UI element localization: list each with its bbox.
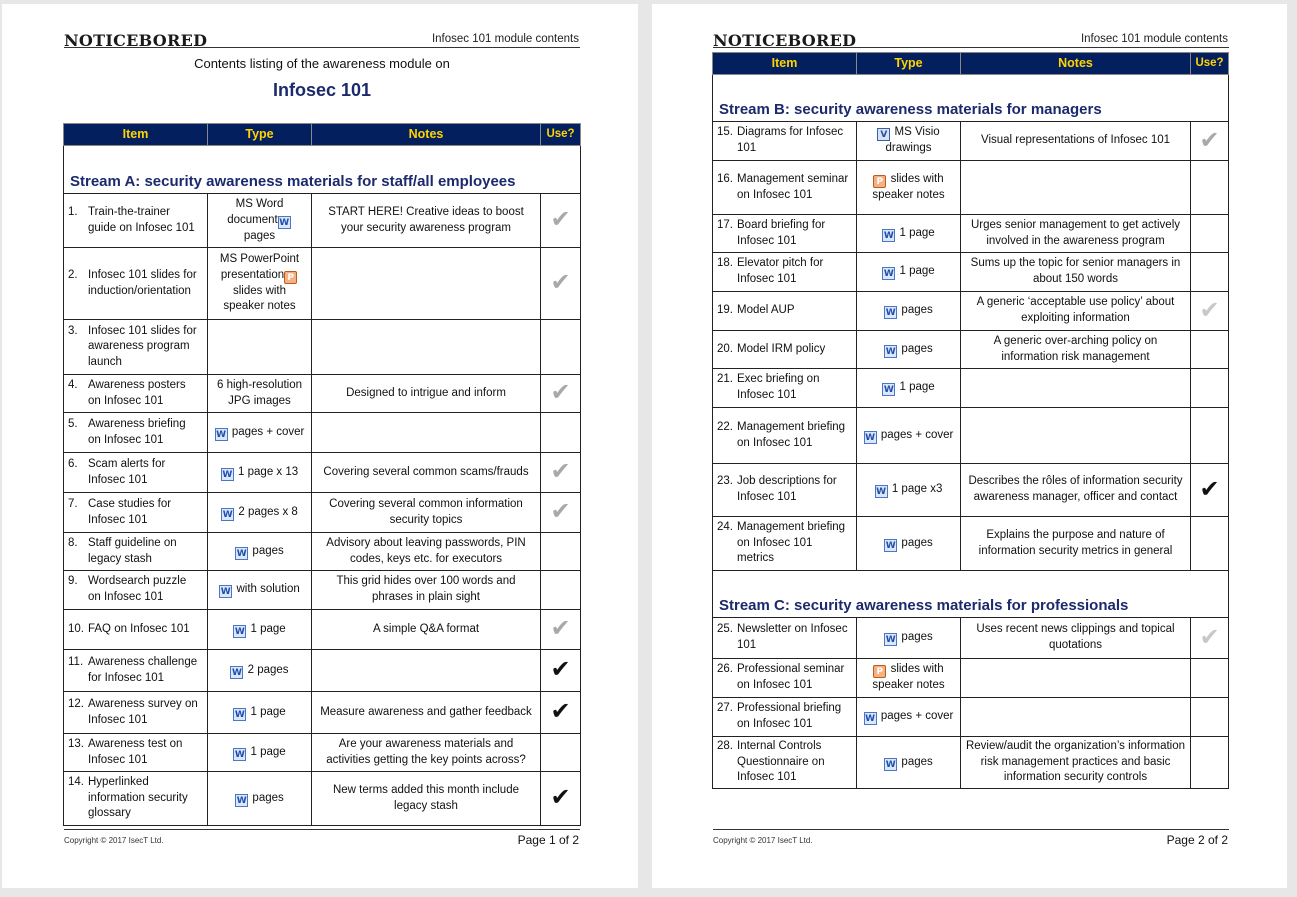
table-row: [713, 659, 1229, 698]
table-row: [64, 194, 581, 248]
type-cell: [208, 734, 312, 772]
type-detail: MS Visio drawings: [885, 126, 940, 155]
module-title: Infosec 101: [272, 80, 372, 100]
item-title: Professional briefing on Infosec 101: [737, 702, 842, 730]
table-row: [713, 698, 1229, 737]
table-row: [64, 320, 581, 375]
item-title: Awareness posters on Infosec 101: [88, 378, 186, 407]
table-row: [713, 331, 1229, 369]
item-cell: [64, 493, 208, 533]
use-cell: [541, 413, 581, 453]
use-cell: [1191, 215, 1229, 253]
notes-cell: Measure awareness and gather feedback: [312, 692, 541, 734]
item-number: 16.: [717, 172, 733, 185]
item-title: Case studies for Infosec 101: [88, 497, 172, 526]
type-cell: [208, 375, 312, 413]
type-detail: with solution: [236, 583, 300, 595]
notes-cell: Are your awareness materials and activities getting the key points across?: [312, 734, 541, 772]
word-icon: W: [234, 626, 245, 637]
stream-a-title: Stream A: security awareness materials for staff/all employees: [64, 146, 581, 194]
table-row: [64, 375, 581, 413]
type-detail: pages: [252, 791, 284, 804]
use-cell: [541, 194, 581, 248]
table-header-row: [713, 53, 1229, 75]
word-icon: W: [885, 635, 896, 645]
item-title: Wordsearch puzzle on Infosec 101: [88, 575, 187, 603]
type-detail: 2 pages: [247, 663, 289, 676]
type-detail: pages: [252, 544, 284, 557]
table-row: [713, 517, 1229, 571]
item-cell: [713, 464, 857, 517]
notes-cell: START HERE! Creative ideas to boost your security awareness program: [312, 194, 541, 248]
type-detail: pages: [901, 536, 933, 549]
table-row: [713, 292, 1229, 331]
item-cell: [64, 650, 208, 692]
item-number: 14.: [68, 776, 84, 789]
item-title: Management seminar on Infosec 101: [737, 172, 849, 201]
type-cell: [208, 320, 312, 375]
type-cell: [857, 698, 961, 737]
item-cell: [713, 517, 857, 571]
col-header-use: Use?: [1191, 53, 1229, 75]
use-cell: [541, 248, 581, 320]
word-icon: W: [883, 385, 894, 395]
item-cell: [64, 571, 208, 610]
table-row: [64, 772, 581, 826]
use-cell: [541, 375, 581, 413]
type-cell: [208, 650, 312, 692]
table-row: [64, 248, 581, 320]
item-title: Management briefing on Infosec 101: [737, 420, 846, 449]
item-title: Exec briefing on Infosec 101: [737, 373, 820, 401]
type-cell: [208, 610, 312, 650]
word-icon: W: [883, 269, 894, 279]
item-number: 17.: [717, 218, 733, 231]
notes-cell: [312, 650, 541, 692]
use-cell: [1191, 698, 1229, 737]
checkmark-icon: ✔: [550, 379, 571, 407]
item-title: Awareness test on Infosec 101: [88, 737, 183, 766]
use-cell: [541, 610, 581, 650]
checkmark-icon: ✔: [550, 615, 571, 643]
word-icon: W: [222, 469, 233, 480]
use-cell: [1191, 464, 1229, 517]
use-cell: [541, 453, 581, 493]
type-cell: [208, 248, 312, 320]
checkmark-icon: ✔: [1199, 475, 1220, 503]
word-icon: W: [865, 714, 876, 724]
copyright: Copyright © 2017 IsecT Ltd.: [64, 836, 164, 845]
item-number: 26.: [717, 663, 733, 676]
word-icon: W: [885, 759, 896, 770]
stream-c-title: Stream C: security awareness materials for professionals: [713, 571, 1229, 618]
powerpoint-icon: P: [873, 665, 886, 678]
type-cell: [857, 253, 961, 292]
copyright: Copyright © 2017 IsecT Ltd.: [713, 836, 813, 845]
item-cell: [64, 453, 208, 493]
col-header-notes: Notes: [961, 53, 1191, 75]
use-cell: [541, 692, 581, 734]
item-cell: [64, 194, 208, 248]
checkmark-icon: ✔: [550, 458, 571, 486]
item-cell: [713, 618, 857, 659]
item-number: 10.: [68, 622, 84, 635]
item-cell: [713, 122, 857, 161]
type-detail: slides with speaker notes: [223, 284, 296, 313]
type-cell: [208, 533, 312, 571]
type-cell: [857, 161, 961, 215]
use-cell: [541, 650, 581, 692]
item-title: Job descriptions for Infosec 101: [737, 475, 837, 503]
type-cell: [208, 413, 312, 453]
checkmark-icon: ✔: [550, 498, 571, 526]
header-title: Infosec 101 module contents: [1080, 33, 1228, 45]
notes-cell: [961, 161, 1191, 215]
item-cell: [713, 737, 857, 789]
item-number: 15.: [717, 126, 733, 139]
table-row: [713, 161, 1229, 215]
table-row: [713, 618, 1229, 659]
type-detail: pages: [901, 304, 933, 316]
footer-rule: [64, 829, 580, 830]
item-number: 6.: [68, 457, 78, 470]
item-cell: [64, 248, 208, 320]
notes-cell: [312, 320, 541, 375]
item-number: 24.: [717, 521, 733, 534]
word-icon: W: [885, 308, 896, 318]
type-cell: [857, 737, 961, 789]
notes-cell: A simple Q&A format: [312, 610, 541, 650]
item-cell: [713, 698, 857, 737]
item-cell: [713, 369, 857, 408]
table-row: [64, 610, 581, 650]
type-cell: [857, 215, 961, 253]
word-icon: W: [876, 487, 887, 497]
item-cell: [713, 408, 857, 464]
item-title: Infosec 101 slides for induction/orientation: [88, 268, 197, 297]
type-text: MS PowerPoint presentation: [219, 253, 300, 281]
word-icon: W: [865, 432, 876, 443]
type-cell: [208, 692, 312, 734]
word-icon: W: [222, 509, 233, 520]
table-row: [713, 215, 1229, 253]
use-cell: [1191, 659, 1229, 698]
item-number: 23.: [717, 475, 733, 488]
item-title: Board briefing for Infosec 101: [737, 218, 826, 247]
stream-a-row: [64, 146, 581, 194]
word-icon: W: [231, 667, 242, 678]
type-detail: pages: [243, 229, 276, 242]
type-detail: pages + cover: [880, 710, 954, 722]
contents-intro: Contents listing of the awareness module on: [194, 56, 450, 71]
notes-cell: Covering several common scams/frauds: [312, 453, 541, 493]
checkmark-icon: ✔: [1199, 623, 1220, 651]
use-cell: [541, 533, 581, 571]
checkmark-icon: ✔: [550, 698, 571, 726]
item-title: Management briefing on Infosec 101 metrics: [737, 521, 846, 565]
table-row: [64, 650, 581, 692]
type-cell: [208, 493, 312, 533]
item-cell: [713, 292, 857, 331]
type-cell: [857, 659, 961, 698]
table-row: [713, 122, 1229, 161]
table-row: [64, 692, 581, 734]
type-cell: [857, 464, 961, 517]
item-number: 25.: [717, 623, 733, 636]
item-title: Infosec 101 slides for awareness program launch: [88, 324, 197, 368]
visio-icon: V: [877, 128, 890, 141]
table-row: [713, 464, 1229, 517]
type-detail: 1 page: [899, 226, 935, 239]
type-cell: [857, 122, 961, 161]
contents-table-page-1: [63, 123, 581, 826]
type-detail: slides with speaker notes: [872, 172, 945, 201]
item-cell: [64, 320, 208, 375]
type-detail: pages + cover: [231, 425, 305, 438]
item-number: 5.: [68, 417, 78, 430]
table-row: [64, 571, 581, 610]
type-cell: [857, 618, 961, 659]
use-cell: [541, 772, 581, 826]
type-detail: 1 page: [250, 745, 286, 758]
use-cell: [1191, 737, 1229, 789]
type-detail: 1 page: [250, 705, 286, 718]
notes-cell: [961, 659, 1191, 698]
type-text: 6 high-resolution JPG images: [216, 378, 303, 407]
word-icon: W: [236, 548, 247, 559]
type-cell: [857, 369, 961, 408]
item-number: 11.: [68, 655, 84, 668]
table-row: [64, 734, 581, 772]
item-number: 2.: [68, 268, 78, 281]
word-icon: W: [234, 749, 245, 760]
type-detail: 1 page: [899, 381, 935, 393]
item-cell: [713, 331, 857, 369]
type-cell: [857, 331, 961, 369]
item-cell: [713, 215, 857, 253]
notes-cell: [961, 408, 1191, 464]
powerpoint-icon: P: [284, 271, 297, 284]
type-cell: [857, 517, 961, 571]
item-cell: [64, 692, 208, 734]
table-row: [713, 737, 1229, 789]
use-cell: [1191, 122, 1229, 161]
word-icon: W: [883, 230, 894, 241]
type-detail: 1 page x3: [891, 483, 943, 495]
col-header-notes: Notes: [312, 124, 541, 146]
use-cell: [541, 571, 581, 610]
table-row: [713, 369, 1229, 408]
word-icon: W: [220, 587, 231, 597]
table-row: [64, 453, 581, 493]
page-number: Page 2 of 2: [1166, 833, 1228, 847]
checkmark-icon: ✔: [1199, 296, 1220, 324]
type-detail: slides with speaker notes: [872, 663, 945, 692]
type-detail: 1 page: [899, 265, 935, 277]
table-header-row: [64, 124, 581, 146]
item-cell: [64, 772, 208, 826]
word-icon: W: [234, 709, 245, 720]
notes-cell: Urges senior management to get actively involved in the awareness program: [961, 215, 1191, 253]
item-number: 18.: [717, 257, 733, 270]
item-title: Hyperlinked information security glossary: [88, 776, 188, 820]
item-title: Awareness survey on Infosec 101: [88, 697, 198, 726]
notes-cell: Explains the purpose and nature of information security metrics in general: [961, 517, 1191, 571]
col-header-item: Item: [713, 53, 857, 75]
stream-b-title: Stream B: security awareness materials for managers: [713, 75, 1229, 122]
use-cell: [541, 493, 581, 533]
item-title: Newsletter on Infosec 101: [737, 623, 848, 651]
item-title: Model IRM policy: [737, 342, 826, 355]
item-number: 1.: [68, 205, 78, 218]
item-number: 27.: [717, 702, 733, 715]
use-cell: [1191, 253, 1229, 292]
word-icon: W: [216, 429, 227, 440]
document-page-2: [652, 4, 1287, 888]
type-cell: [208, 772, 312, 826]
item-cell: [64, 533, 208, 571]
col-header-type: Type: [857, 53, 961, 75]
type-detail: pages: [901, 342, 933, 355]
notes-cell: Visual representations of Infosec 101: [961, 122, 1191, 161]
item-number: 4.: [68, 378, 78, 391]
table-row: [713, 408, 1229, 464]
notes-cell: Sums up the topic for senior managers in about 150 words: [961, 253, 1191, 292]
notes-cell: This grid hides over 100 words and phrases in plain sight: [312, 571, 541, 610]
noticebored-logo: NOTICEBORED: [64, 31, 208, 50]
notes-cell: [312, 248, 541, 320]
table-row: [64, 413, 581, 453]
item-number: 7.: [68, 497, 78, 510]
document-page-1: [2, 4, 638, 888]
checkmark-icon: ✔: [550, 206, 571, 234]
item-title: Awareness briefing on Infosec 101: [88, 417, 186, 446]
notes-cell: Uses recent news clippings and topical quotations: [961, 618, 1191, 659]
notes-cell: [312, 413, 541, 453]
use-cell: [1191, 161, 1229, 215]
type-cell: [857, 408, 961, 464]
notes-cell: [961, 698, 1191, 737]
notes-cell: Review/audit the organization’s information risk management practices and basic information security controls: [961, 737, 1191, 789]
checkmark-icon: ✔: [550, 784, 571, 812]
col-header-type: Type: [208, 124, 312, 146]
powerpoint-icon: P: [873, 175, 886, 188]
item-number: 12.: [68, 697, 84, 710]
use-cell: [1191, 331, 1229, 369]
word-icon: W: [885, 346, 896, 357]
type-detail: 1 page x 13: [238, 465, 299, 478]
col-header-use: Use?: [541, 124, 581, 146]
item-cell: [64, 375, 208, 413]
item-cell: [64, 413, 208, 453]
item-cell: [64, 734, 208, 772]
type-cell: [857, 292, 961, 331]
type-cell: [208, 453, 312, 493]
item-title: Train-the-trainer guide on Infosec 101: [88, 205, 195, 234]
item-number: 28.: [717, 740, 733, 753]
item-cell: [713, 659, 857, 698]
noticebored-logo: NOTICEBORED: [713, 31, 857, 50]
use-cell: [1191, 408, 1229, 464]
item-number: 13.: [68, 737, 84, 750]
notes-cell: A generic ‘acceptable use policy’ about exploiting information: [961, 292, 1191, 331]
item-title: Elevator pitch for Infosec 101: [737, 257, 824, 285]
item-title: Internal Controls Questionnaire on Infosec 101: [737, 740, 825, 784]
type-detail: pages: [901, 631, 933, 643]
checkmark-icon: ✔: [550, 269, 571, 297]
item-cell: [713, 253, 857, 292]
table-row: [64, 493, 581, 533]
type-cell: [208, 571, 312, 610]
notes-cell: A generic over-arching policy on information risk management: [961, 331, 1191, 369]
footer-rule: [713, 829, 1229, 830]
item-title: FAQ on Infosec 101: [88, 622, 190, 635]
item-title: Professional seminar on Infosec 101: [737, 663, 845, 691]
type-detail: 1 page: [250, 622, 286, 635]
notes-cell: Covering several common information security topics: [312, 493, 541, 533]
item-number: 19.: [717, 304, 733, 317]
word-icon: W: [279, 217, 290, 228]
item-title: Awareness challenge for Infosec 101: [88, 655, 198, 684]
item-title: Scam alerts for Infosec 101: [88, 457, 166, 486]
use-cell: [1191, 369, 1229, 408]
item-number: 20.: [717, 342, 733, 355]
page-number: Page 1 of 2: [517, 833, 579, 847]
notes-cell: New terms added this month include legacy stash: [312, 772, 541, 826]
type-cell: [208, 194, 312, 248]
item-number: 9.: [68, 575, 78, 588]
checkmark-icon: ✔: [1199, 126, 1220, 154]
use-cell: [1191, 517, 1229, 571]
use-cell: [1191, 292, 1229, 331]
item-title: Staff guideline on legacy stash: [88, 536, 177, 565]
use-cell: [541, 734, 581, 772]
type-detail: 2 pages x 8: [238, 505, 298, 518]
notes-cell: Advisory about leaving passwords, PIN codes, keys etc. for executors: [312, 533, 541, 571]
use-cell: [541, 320, 581, 375]
table-row: [713, 253, 1229, 292]
item-title: Diagrams for Infosec 101: [737, 126, 844, 154]
item-cell: [64, 610, 208, 650]
header-rule: [713, 47, 1229, 48]
word-icon: W: [885, 540, 896, 551]
word-icon: W: [236, 795, 247, 806]
item-number: 8.: [68, 536, 78, 549]
type-detail: pages: [901, 755, 933, 768]
item-number: 21.: [717, 373, 733, 386]
type-detail: pages + cover: [880, 428, 954, 441]
contents-table-page-2: [712, 52, 1229, 789]
table-row: [64, 533, 581, 571]
header-rule: [64, 47, 580, 48]
item-title: Model AUP: [737, 304, 795, 317]
notes-cell: Designed to intrigue and inform: [312, 375, 541, 413]
type-text: MS Word document: [227, 197, 284, 226]
col-header-item: Item: [64, 124, 208, 146]
stream-b-row: [713, 75, 1229, 122]
item-number: 3.: [68, 324, 78, 337]
item-cell: [713, 161, 857, 215]
header-title: Infosec 101 module contents: [431, 33, 579, 45]
notes-cell: [961, 369, 1191, 408]
use-cell: [1191, 618, 1229, 659]
item-number: 22.: [717, 420, 733, 433]
stream-c-row: [713, 571, 1229, 618]
checkmark-icon: ✔: [550, 656, 571, 684]
notes-cell: Describes the rôles of information security awareness manager, officer and contact: [961, 464, 1191, 517]
